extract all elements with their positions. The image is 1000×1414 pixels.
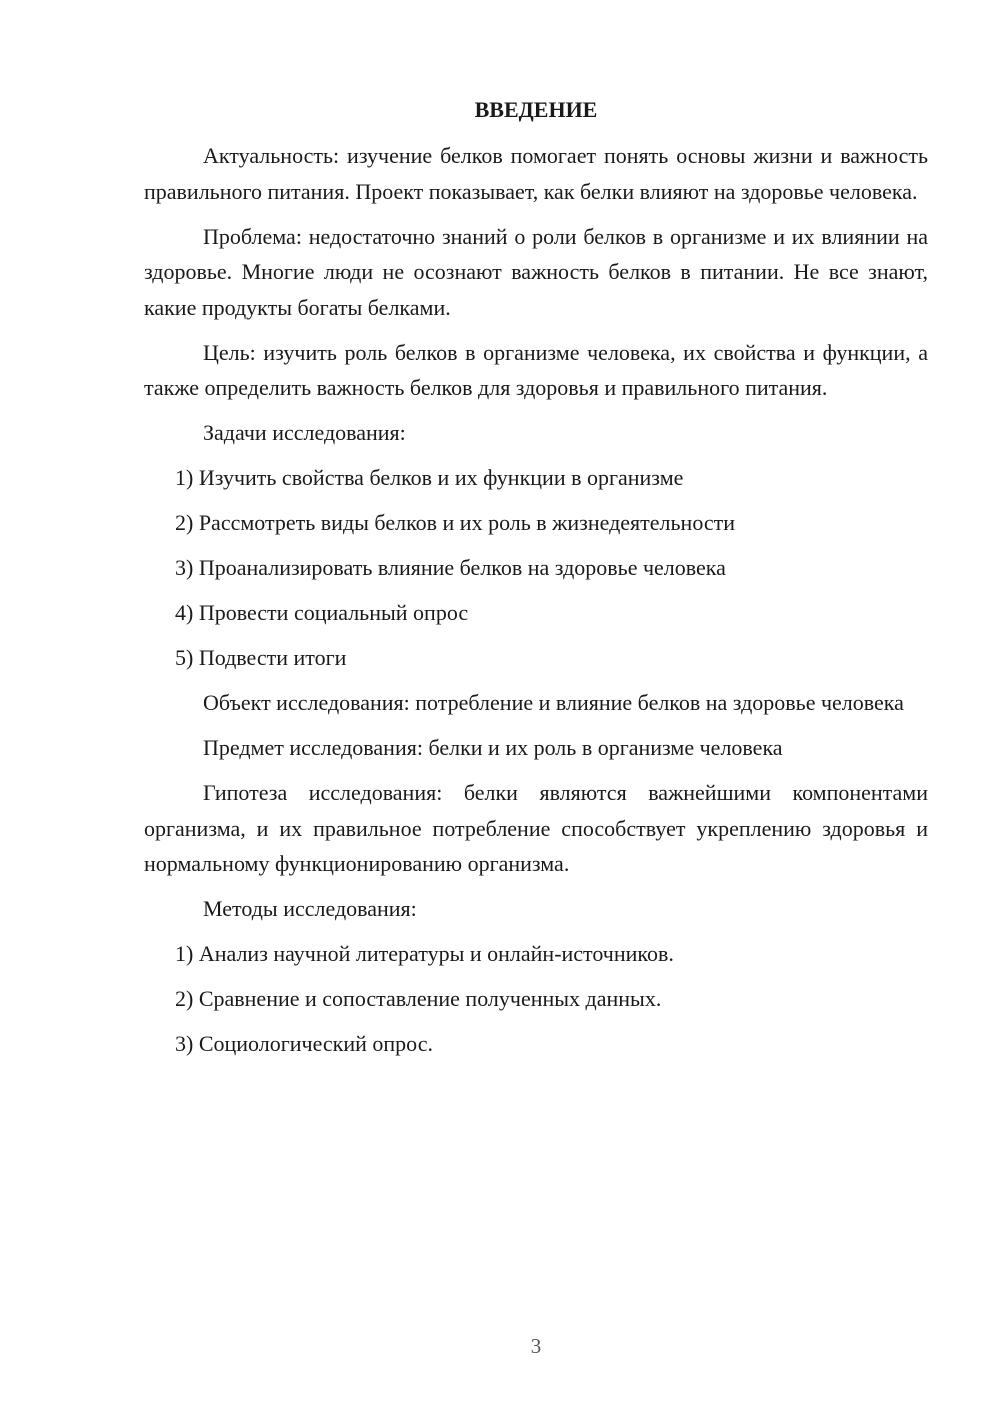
tasks-heading: Задачи исследования: (203, 420, 406, 445)
document-page (144, 92, 928, 1071)
list-item: 4) Провести социальный опрос (175, 600, 469, 625)
methods-list (144, 936, 928, 1062)
page-number: 3 (530, 1334, 542, 1358)
goal-paragraph: Цель: изучить роль белков в организме человека, их свойства и функции, а также определить важность белков для здоровья и правильного питания. (144, 339, 928, 400)
object-paragraph: Объект исследования: потребление и влияние белков на здоровье человека (203, 690, 904, 715)
section-title: ВВЕДЕНИЕ (474, 97, 598, 122)
list-item: 3) Социологический опрос. (175, 1031, 433, 1056)
list-item: 5) Подвести итоги (175, 645, 347, 670)
list-item: 3) Проанализировать влияние белков на здоровье человека (175, 555, 726, 580)
list-item: 1) Анализ научной литературы и онлайн-источников. (175, 941, 674, 966)
problem-paragraph: Проблема: недостаточно знаний о роли белков в организме и их влиянии на здоровье. Многие люди не осознают важность белков в питании. Не все знают, какие продукты богаты белками. (144, 223, 928, 320)
list-item: 2) Рассмотреть виды белков и их роль в жизнедеятельности (175, 510, 736, 535)
methods-heading: Методы исследования: (203, 896, 417, 921)
list-item: 2) Сравнение и сопоставление полученных данных. (175, 986, 662, 1011)
hypothesis-paragraph: Гипотеза исследования: белки являются важнейшими компонентами организма, и их правильное потребление способствует укреплению здоровья и нормальному функционированию организма. (144, 780, 928, 876)
relevance-paragraph: Актуальность: изучение белков помогает понять основы жизни и важность правильного питания. Проект показывает, как белки влияют на здоровье человека. (144, 143, 928, 204)
tasks-list (144, 460, 928, 676)
subject-paragraph: Предмет исследования: белки и их роль в организме человека (203, 735, 783, 760)
list-item: 1) Изучить свойства белков и их функции в организме (175, 465, 684, 490)
